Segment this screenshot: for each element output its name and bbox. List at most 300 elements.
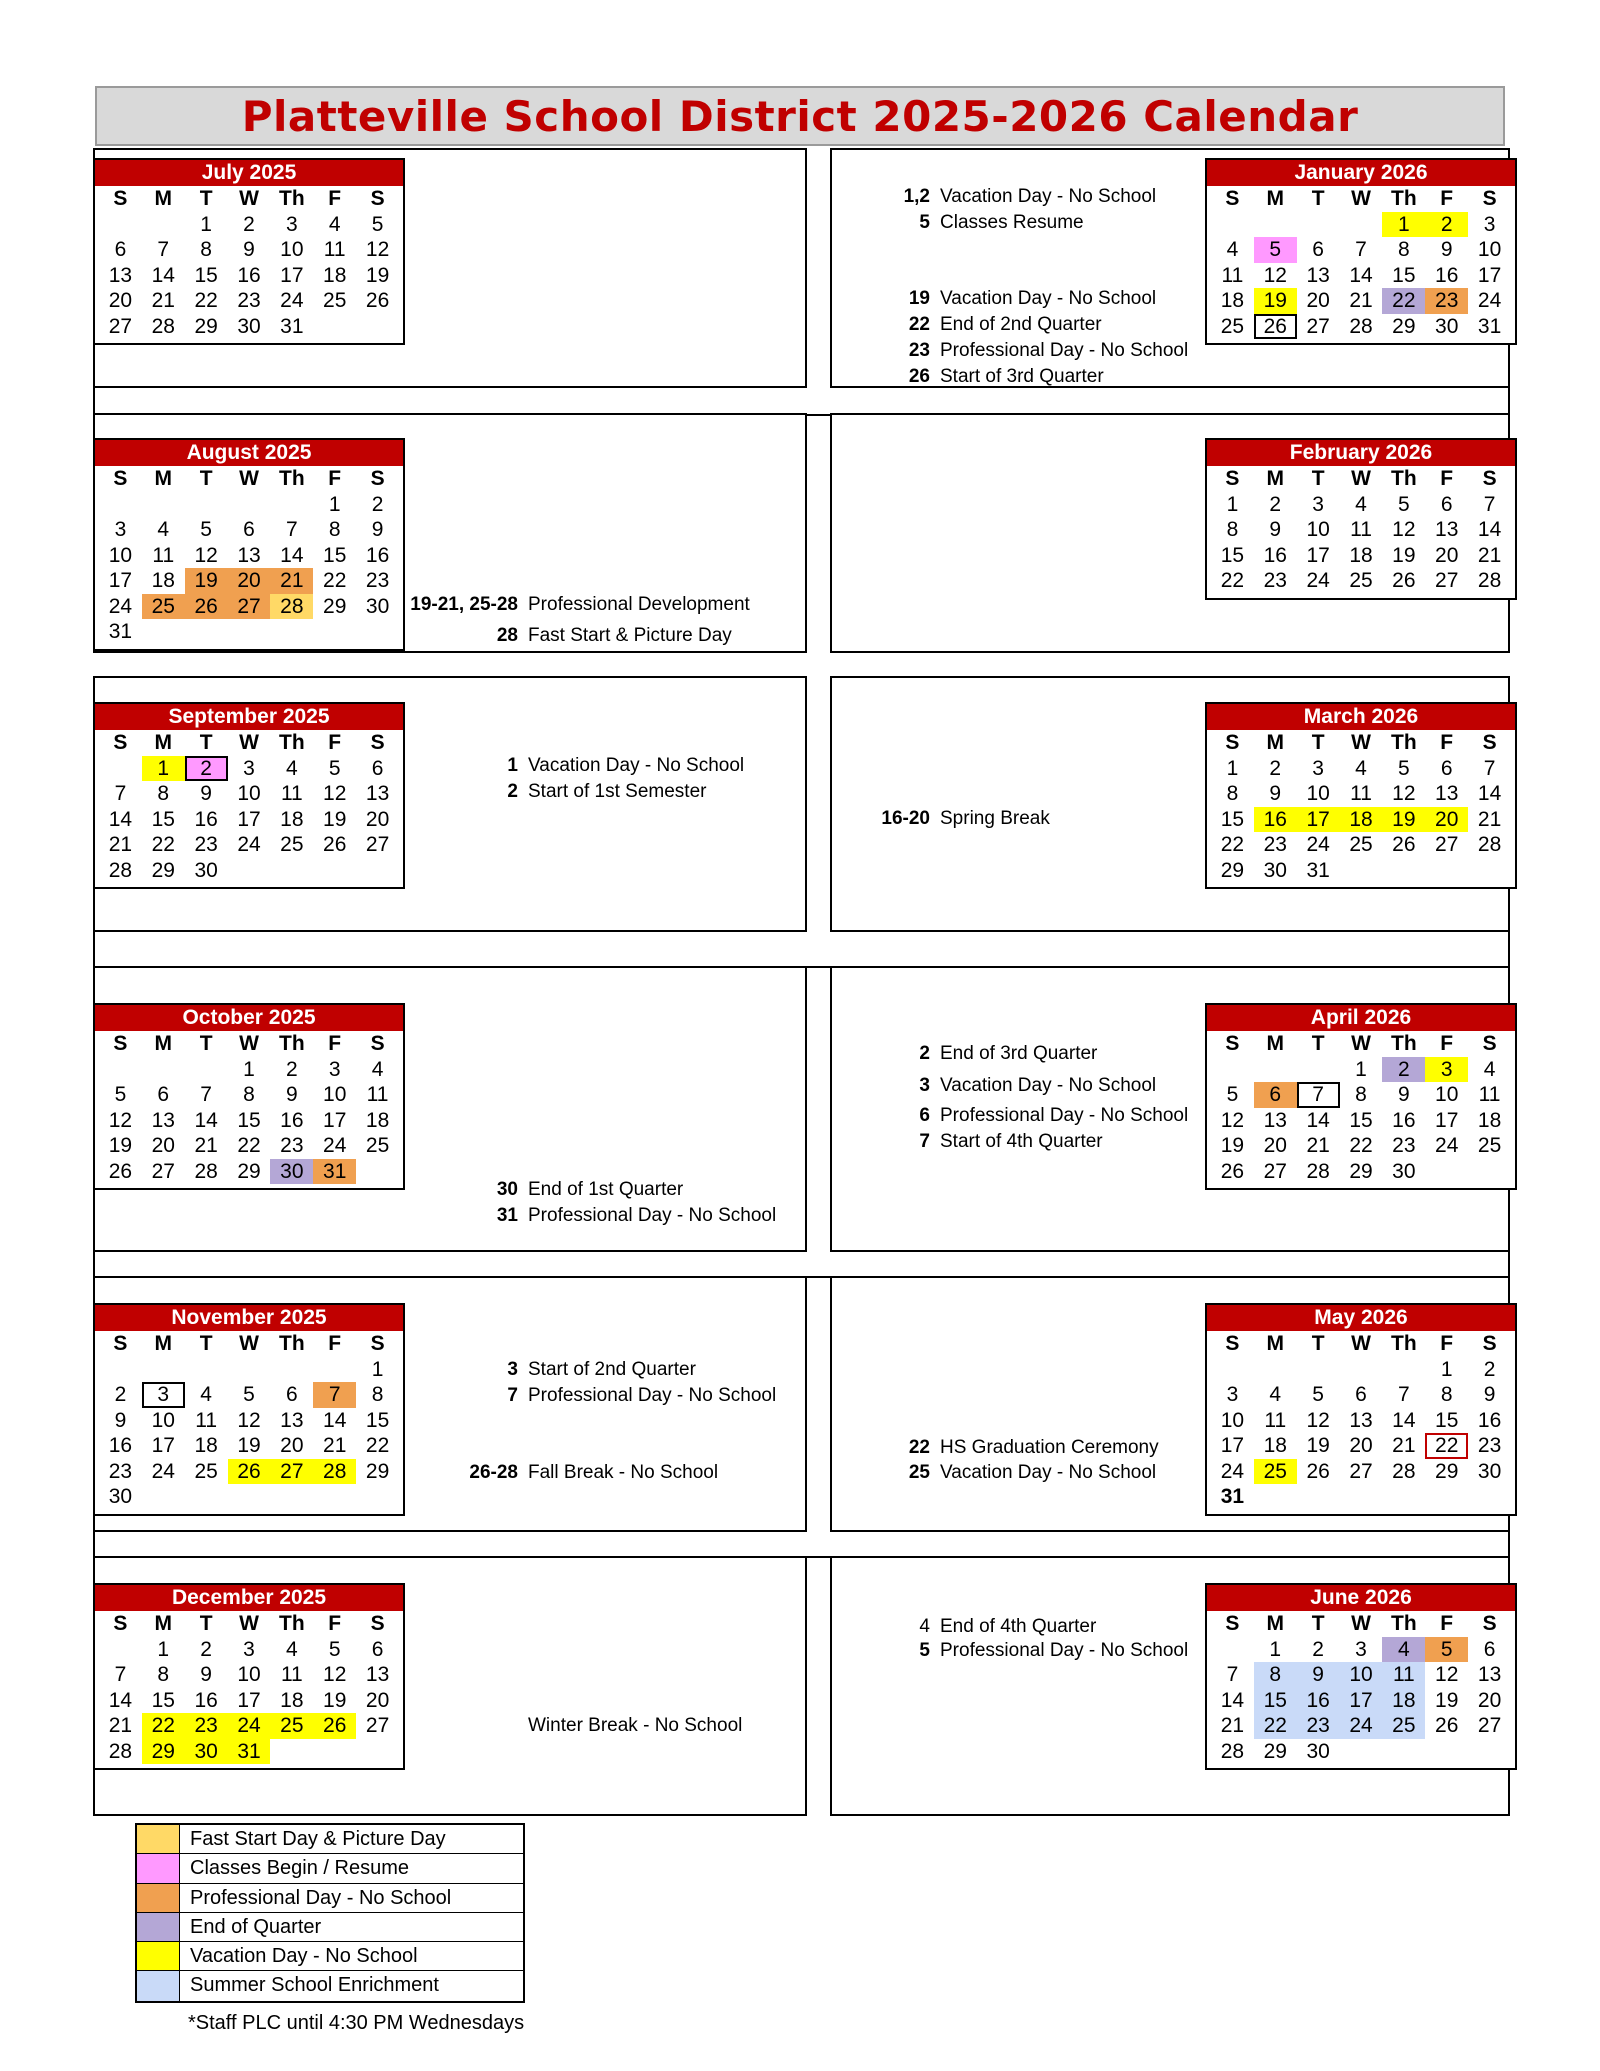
calendar-day: 17: [1297, 807, 1340, 833]
weekday-header: W: [239, 187, 259, 210]
calendar-day: 25: [1254, 1459, 1297, 1485]
calendar-day: 28: [194, 1159, 218, 1183]
calendar-day: 11: [1221, 263, 1244, 287]
calendar-day: 5: [371, 212, 384, 236]
calendar-day: 28: [313, 1459, 356, 1485]
weekday-header: M: [154, 731, 173, 754]
calendar-day: 14: [1392, 1408, 1416, 1432]
empty-day: [99, 492, 142, 518]
month-header: June 2026: [1207, 1585, 1515, 1611]
event-list-item: 2 Start of 1st Semester: [507, 781, 707, 802]
calendar-day: 25: [1349, 569, 1373, 592]
calendar-day: 28: [1477, 833, 1502, 856]
calendar-day: 6: [1440, 756, 1453, 780]
empty-day: [1297, 1057, 1340, 1083]
weekday-header: F: [1440, 187, 1454, 210]
month-header: March 2026: [1207, 704, 1515, 730]
calendar-day: 4: [1269, 1383, 1282, 1406]
calendar-day: 11: [323, 238, 346, 261]
calendar-day: 20: [365, 1688, 390, 1712]
calendar-day: 8: [200, 238, 212, 261]
calendar-day: 21: [108, 1714, 133, 1737]
calendar-day: 7: [1297, 1082, 1340, 1108]
calendar-day: 11: [1350, 518, 1372, 541]
calendar-day: 24: [1220, 1459, 1245, 1483]
calendar-day: 19: [1306, 1434, 1330, 1457]
weekday-header: M: [154, 1612, 173, 1635]
calendar-day: 31: [313, 1159, 356, 1185]
calendar-day: 19: [1254, 288, 1297, 314]
calendar-day: 21: [1306, 1134, 1330, 1157]
weekday-header: W: [1351, 1032, 1371, 1055]
calendar-day: 4: [328, 212, 341, 236]
calendar-day: 29: [365, 1459, 390, 1483]
calendar-day: 7: [1355, 238, 1367, 261]
calendar-day: 9: [286, 1083, 298, 1106]
calendar-day: 24: [151, 1459, 175, 1483]
calendar-day: 27: [365, 833, 390, 856]
month-january-2026: [1205, 158, 1517, 345]
calendar-day: 28: [1392, 1459, 1416, 1483]
empty-day: [185, 492, 228, 518]
weekday-header: T: [199, 467, 213, 490]
calendar-day: 6: [1483, 1637, 1496, 1661]
calendar-day: 24: [280, 289, 304, 312]
calendar-day: 29: [151, 858, 175, 882]
calendar-day: 3: [142, 1382, 185, 1408]
weekday-header: T: [1311, 467, 1325, 490]
calendar-day: 19: [365, 263, 390, 287]
weekday-header: M: [1266, 187, 1285, 210]
month-grid: [1207, 466, 1515, 598]
calendar-day: 16: [194, 807, 218, 831]
calendar-day: 6: [1355, 1383, 1367, 1406]
row-spacer: [93, 930, 1510, 968]
calendar-day: 7: [1398, 1383, 1410, 1406]
calendar-day: 1: [371, 1357, 384, 1381]
weekday-header: S: [1482, 1332, 1497, 1355]
calendar-day: 16: [1263, 543, 1287, 567]
weekday-header: T: [199, 187, 213, 210]
calendar-day: 7: [114, 1663, 127, 1686]
calendar-day: 12: [194, 543, 218, 567]
calendar-day: 8: [328, 518, 341, 541]
event-list-item: 22 HS Graduation Ceremony: [908, 1437, 1159, 1458]
event-list-item: 3 Start of 2nd Quarter: [507, 1359, 696, 1380]
weekday-header: F: [328, 731, 342, 754]
calendar-day: 19: [1392, 543, 1416, 567]
calendar-day: 12: [1263, 263, 1287, 287]
empty-day: [1340, 212, 1383, 238]
legend-item: End of Quarter: [137, 1913, 523, 1942]
calendar-day: 5: [1312, 1383, 1324, 1406]
calendar-day: 6: [371, 756, 384, 780]
weekday-header: Th: [279, 731, 305, 754]
calendar-day: 9: [1440, 238, 1453, 261]
month-grid: [1207, 1031, 1515, 1188]
calendar-day: 12: [1220, 1108, 1245, 1132]
calendar-day: 10: [280, 238, 304, 261]
calendar-day: 24: [1340, 1713, 1383, 1739]
calendar-day: 28: [1349, 314, 1373, 338]
weekday-header: S: [370, 1332, 385, 1355]
calendar-day: 30: [1263, 858, 1287, 882]
calendar-day: 25: [365, 1134, 390, 1157]
calendar-day: 11: [280, 782, 303, 805]
calendar-day: 22: [1220, 569, 1245, 592]
calendar-day: 21: [194, 1134, 218, 1157]
calendar-day: 4: [371, 1057, 384, 1081]
calendar-day: 17: [237, 1688, 261, 1712]
empty-day: [1211, 1057, 1254, 1083]
calendar-day: 10: [1435, 1083, 1459, 1106]
calendar-day: 6: [286, 1383, 298, 1406]
row-spacer: [93, 1530, 1510, 1558]
legend-item: Professional Day - No School: [137, 1884, 523, 1913]
calendar-day: 21: [151, 289, 175, 312]
event-list-item: 7 Start of 4th Quarter: [919, 1131, 1103, 1152]
calendar-day: 30: [1477, 1459, 1502, 1483]
calendar-day: 15: [323, 543, 347, 567]
calendar-day: 23: [1392, 1134, 1416, 1157]
calendar-day: 3: [1226, 1383, 1239, 1406]
calendar-day: 27: [365, 1714, 390, 1737]
calendar-day: 11: [1350, 782, 1372, 805]
weekday-header: T: [1311, 187, 1325, 210]
event-list-item: Winter Break - No School: [528, 1715, 743, 1736]
weekday-header: S: [1482, 1032, 1497, 1055]
month-header: August 2025: [95, 440, 403, 466]
calendar-day: 15: [365, 1408, 390, 1432]
calendar-day: 19: [1382, 807, 1425, 833]
calendar-day: 11: [195, 1408, 218, 1432]
calendar-day: 29: [323, 594, 347, 618]
weekday-header: M: [1266, 1612, 1285, 1635]
calendar-day: 29: [237, 1159, 261, 1183]
calendar-day: 2: [1269, 756, 1282, 780]
calendar-day: 22: [237, 1134, 261, 1157]
calendar-day: 27: [108, 314, 133, 338]
calendar-day: 29: [1263, 1739, 1287, 1763]
calendar-day: 11: [1382, 1662, 1425, 1688]
calendar-day: 26: [1220, 1159, 1245, 1183]
calendar-day: 4: [1226, 238, 1239, 261]
calendar-day: 25: [194, 1459, 218, 1483]
calendar-day: 9: [1269, 782, 1282, 805]
calendar-day: 24: [108, 594, 133, 618]
weekday-header: Th: [279, 1332, 305, 1355]
calendar-day: 18: [280, 1688, 304, 1712]
calendar-day: 8: [1440, 1383, 1453, 1406]
calendar-day: 6: [1440, 492, 1453, 516]
calendar-day: 7: [200, 1083, 212, 1106]
calendar-day: 4: [1382, 1637, 1425, 1663]
calendar-day: 12: [108, 1108, 133, 1132]
empty-day: [313, 1357, 356, 1383]
calendar-day: 16: [1297, 1688, 1340, 1714]
calendar-day: 10: [237, 782, 261, 805]
calendar-day: 13: [365, 1663, 390, 1686]
calendar-day: 18: [1263, 1434, 1287, 1457]
month-grid: [1207, 1331, 1515, 1514]
legend-swatch: [137, 1942, 180, 1970]
calendar-day: 2: [286, 1057, 298, 1081]
empty-day: [270, 1357, 313, 1383]
calendar-day: 31: [228, 1739, 271, 1765]
weekday-header: S: [370, 1032, 385, 1055]
calendar-day: 15: [237, 1108, 261, 1132]
calendar-day: 18: [1382, 1688, 1425, 1714]
empty-day: [185, 1357, 228, 1383]
calendar-day: 23: [108, 1459, 133, 1483]
calendar-day: 11: [1478, 1083, 1501, 1106]
calendar-day: 10: [1306, 782, 1330, 805]
calendar-day: 24: [1435, 1134, 1459, 1157]
weekday-header: F: [328, 187, 342, 210]
weekday-header: F: [1440, 1032, 1454, 1055]
calendar-day: 1: [200, 212, 212, 236]
calendar-day: 19: [237, 1434, 261, 1457]
weekday-header: F: [328, 1332, 342, 1355]
month-december-2025: [93, 1583, 405, 1770]
weekday-header: F: [1440, 1332, 1454, 1355]
empty-day: [185, 1057, 228, 1083]
calendar-day: 19: [323, 807, 347, 831]
event-list-item: 16-20 Spring Break: [881, 808, 1050, 829]
empty-day: [270, 492, 313, 518]
calendar-day: 29: [1220, 858, 1245, 882]
calendar-day: 22: [1382, 288, 1425, 314]
calendar-day: 27: [1263, 1159, 1287, 1183]
weekday-header: W: [1351, 467, 1371, 490]
empty-day: [1254, 1357, 1297, 1383]
calendar-day: 10: [1220, 1408, 1245, 1432]
weekday-header: M: [154, 467, 173, 490]
calendar-day: 27: [151, 1159, 175, 1183]
weekday-header: F: [1440, 1612, 1454, 1635]
calendar-day: 20: [1349, 1434, 1373, 1457]
calendar-day: 21: [1392, 1434, 1416, 1457]
month-may-2026: [1205, 1303, 1517, 1516]
calendar-day: 22: [365, 1434, 390, 1457]
calendar-day: 31: [280, 314, 304, 338]
calendar-day: 9: [1398, 1083, 1410, 1106]
calendar-day: 3: [114, 518, 127, 541]
legend-swatch: [137, 1884, 180, 1912]
calendar-day: 26: [323, 833, 347, 856]
calendar-day: 4: [200, 1383, 212, 1406]
weekday-header: M: [1266, 467, 1285, 490]
calendar-day: 1: [1226, 492, 1239, 516]
calendar-day: 27: [1435, 569, 1459, 592]
month-header: July 2025: [95, 160, 403, 186]
weekday-header: T: [1311, 1032, 1325, 1055]
calendar-day: 2: [243, 212, 255, 236]
calendar-day: 31: [1477, 314, 1502, 338]
event-list-item: 7 Professional Day - No School: [507, 1385, 777, 1406]
calendar-day: 4: [1355, 492, 1367, 516]
calendar-day: 27: [228, 594, 271, 620]
legend-swatch: [137, 1854, 180, 1882]
calendar-day: 17: [151, 1434, 175, 1457]
weekday-header: S: [1225, 731, 1240, 754]
calendar-day: 15: [1220, 543, 1245, 567]
month-grid: [95, 1031, 403, 1188]
calendar-day: 20: [228, 568, 271, 594]
month-grid: [95, 1611, 403, 1768]
calendar-day: 8: [243, 1083, 255, 1106]
weekday-header: Th: [1391, 1332, 1417, 1355]
legend-item: Fast Start Day & Picture Day: [137, 1825, 523, 1854]
event-list-item: 26-28 Fall Break - No School: [469, 1462, 719, 1483]
calendar-day: 2: [200, 1637, 212, 1661]
weekday-header: Th: [1391, 187, 1417, 210]
calendar-day: 1: [1355, 1057, 1367, 1081]
row-spacer: [93, 386, 1510, 416]
calendar-day: 9: [200, 1663, 212, 1686]
calendar-day: 18: [1477, 1108, 1502, 1132]
empty-day: [99, 1357, 142, 1383]
calendar-day: 14: [108, 1688, 133, 1712]
month-header: February 2026: [1207, 440, 1515, 466]
calendar-day: 7: [157, 238, 170, 261]
calendar-day: 13: [365, 782, 390, 805]
calendar-day: 1: [157, 1637, 170, 1661]
event-list-item: 1 Vacation Day - No School: [507, 755, 745, 776]
calendar-day: 23: [1263, 833, 1287, 856]
weekday-header: S: [113, 1032, 128, 1055]
weekday-header: S: [1482, 467, 1497, 490]
calendar-day: 13: [1435, 782, 1459, 805]
calendar-day: 8: [1226, 518, 1239, 541]
calendar-day: 18: [1220, 289, 1245, 312]
empty-day: [1297, 1357, 1340, 1383]
calendar-day: 23: [1297, 1713, 1340, 1739]
calendar-day: 2: [114, 1383, 127, 1406]
event-list-item: 5 Classes Resume: [919, 212, 1084, 233]
calendar-day: 2: [1382, 1057, 1425, 1083]
calendar-day: 15: [1220, 807, 1245, 831]
calendar-day: 19: [185, 568, 228, 594]
calendar-day: 3: [328, 1057, 341, 1081]
weekday-header: Th: [1391, 731, 1417, 754]
calendar-day: 26: [1435, 1714, 1459, 1737]
calendar-day: 10: [1477, 238, 1502, 261]
weekday-header: S: [1225, 1032, 1240, 1055]
weekday-header: T: [199, 1332, 213, 1355]
weekday-header: S: [1482, 731, 1497, 754]
empty-day: [1211, 1357, 1254, 1383]
weekday-header: F: [328, 467, 342, 490]
calendar-day: 19: [1220, 1134, 1245, 1157]
calendar-day: 16: [280, 1108, 304, 1132]
calendar-day: 8: [1226, 782, 1239, 805]
event-list-item: 1,2 Vacation Day - No School: [903, 186, 1157, 207]
calendar-day: 3: [243, 1637, 255, 1661]
calendar-day: 23: [1425, 288, 1468, 314]
calendar-day: 10: [323, 1083, 347, 1106]
event-list-item: 25 Vacation Day - No School: [908, 1462, 1157, 1483]
calendar-day: 30: [1435, 314, 1459, 338]
calendar-day: 5: [114, 1083, 127, 1106]
calendar-day: 14: [280, 543, 304, 567]
calendar-day: 13: [1263, 1108, 1287, 1132]
empty-day: [1254, 1057, 1297, 1083]
weekday-header: M: [154, 1332, 173, 1355]
calendar-day: 29: [1435, 1459, 1459, 1483]
calendar-day: 5: [200, 518, 212, 541]
empty-day: [99, 756, 142, 782]
calendar-day: 3: [1312, 492, 1324, 516]
month-grid: [95, 1331, 403, 1514]
month-grid: [1207, 186, 1515, 343]
calendar-day: 12: [365, 238, 390, 261]
calendar-day: 2: [371, 492, 384, 516]
calendar-day: 15: [1254, 1688, 1297, 1714]
calendar-day: 21: [108, 833, 133, 856]
empty-day: [228, 1357, 271, 1383]
calendar-day: 11: [280, 1663, 303, 1686]
weekday-header: S: [113, 1332, 128, 1355]
calendar-day: 1: [328, 492, 341, 516]
calendar-day: 22: [1220, 833, 1245, 856]
calendar-day: 20: [1306, 289, 1330, 312]
calendar-day: 14: [1477, 782, 1502, 805]
calendar-day: 29: [142, 1739, 185, 1765]
calendar-day: 23: [280, 1134, 304, 1157]
month-header: April 2026: [1207, 1005, 1515, 1031]
calendar-day: 7: [1226, 1663, 1239, 1686]
weekday-header: S: [113, 187, 128, 210]
calendar-day: 16: [1392, 1108, 1416, 1132]
calendar-day: 18: [1349, 543, 1373, 567]
event-list-item: 30 End of 1st Quarter: [496, 1179, 684, 1200]
weekday-header: S: [370, 187, 385, 210]
calendar-day: 3: [243, 756, 255, 780]
empty-day: [1297, 212, 1340, 238]
calendar-day: 26: [108, 1159, 133, 1183]
calendar-day: 2: [1483, 1357, 1496, 1381]
weekday-header: S: [1225, 467, 1240, 490]
calendar-day: 10: [1340, 1662, 1383, 1688]
calendar-day: 18: [151, 569, 175, 592]
calendar-day: 17: [1220, 1434, 1245, 1457]
weekday-header: Th: [1391, 467, 1417, 490]
calendar-day: 20: [108, 289, 133, 312]
event-list-item: 3 Vacation Day - No School: [919, 1075, 1157, 1096]
calendar-day: 9: [1483, 1383, 1496, 1406]
calendar-day: 12: [1306, 1408, 1330, 1432]
weekday-header: S: [1225, 1612, 1240, 1635]
calendar-day: 12: [1435, 1663, 1459, 1686]
calendar-day: 15: [194, 263, 218, 287]
calendar-day: 16: [108, 1434, 133, 1457]
calendar-day: 4: [286, 1637, 298, 1661]
calendar-day: 8: [1355, 1083, 1367, 1106]
legend-item: Vacation Day - No School: [137, 1942, 523, 1971]
event-list-item: 31 Professional Day - No School: [496, 1205, 777, 1226]
calendar-day: 11: [366, 1083, 389, 1106]
calendar-day: 7: [1483, 492, 1496, 516]
calendar-day: 12: [323, 782, 347, 805]
calendar-day: 22: [323, 569, 347, 592]
calendar-day: 13: [237, 543, 261, 567]
calendar-day: 24: [228, 1713, 271, 1739]
calendar-day: 18: [194, 1434, 218, 1457]
event-list-item: 5 Professional Day - No School: [919, 1640, 1189, 1661]
calendar-day: 23: [237, 289, 261, 312]
calendar-day: 26: [313, 1713, 356, 1739]
